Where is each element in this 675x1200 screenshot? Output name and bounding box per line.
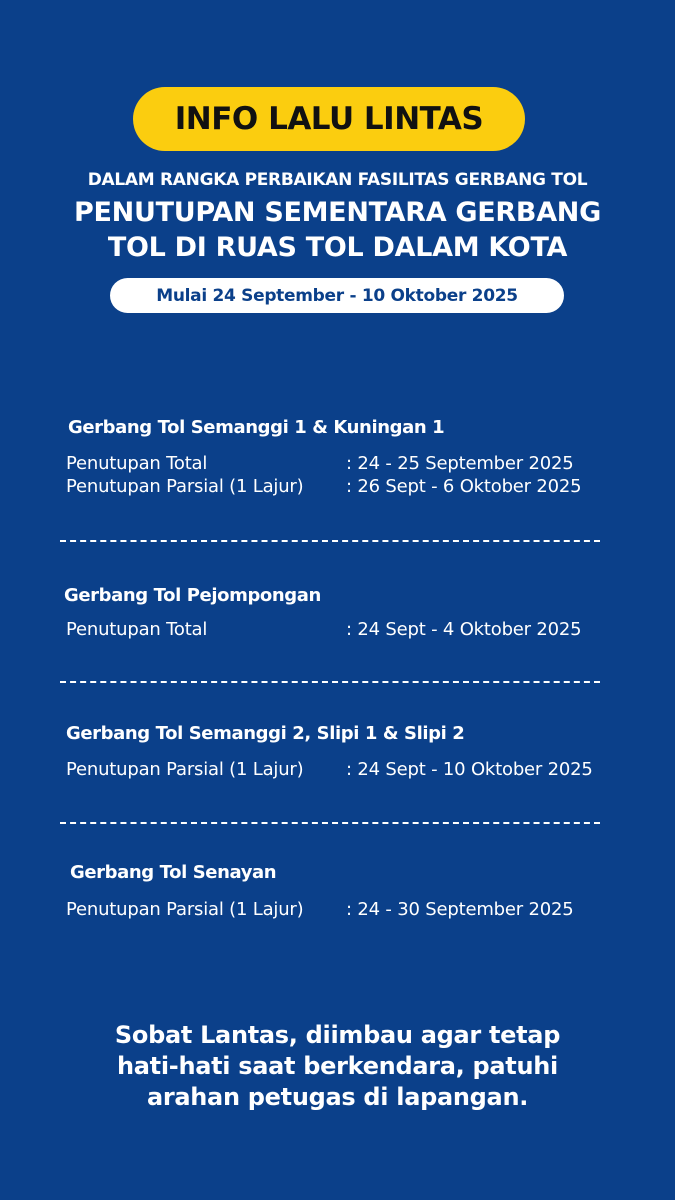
closure-date: : 24 Sept - 10 Oktober 2025	[346, 759, 593, 780]
divider	[60, 540, 600, 542]
closure-date: : 24 - 25 September 2025	[346, 453, 574, 474]
date-range-text: Mulai 24 September - 10 Oktober 2025	[156, 285, 518, 306]
footer-line-2: hati-hati saat berkendara, patuhi	[117, 1052, 558, 1080]
closure-type: Penutupan Parsial (1 Lajur)	[66, 759, 304, 780]
closure-type: Penutupan Parsial (1 Lajur)	[66, 476, 304, 497]
closure-type: Penutupan Parsial (1 Lajur)	[66, 899, 304, 920]
badge-title: INFO LALU LINTAS	[174, 101, 484, 137]
divider	[60, 822, 600, 824]
gate-name-semanggi-2: Gerbang Tol Semanggi 2, Slipi 1 & Slipi 2	[66, 723, 465, 744]
closure-date: : 24 Sept - 4 Oktober 2025	[346, 619, 582, 640]
footer-line-1: Sobat Lantas, diimbau agar tetap	[114, 1021, 561, 1049]
subheading: DALAM RANGKA PERBAIKAN FASILITAS GERBANG TOL	[87, 170, 588, 190]
closure-date: : 24 - 30 September 2025	[346, 899, 574, 920]
headline-line-2: TOL DI RUAS TOL DALAM KOTA	[107, 232, 568, 263]
footer-message	[0, 1020, 675, 1113]
date-range-pill	[110, 278, 564, 313]
gate-name-pejompongan: Gerbang Tol Pejompongan	[64, 585, 321, 606]
divider	[60, 681, 600, 683]
closure-type: Penutupan Total	[66, 453, 208, 474]
closure-type: Penutupan Total	[66, 619, 208, 640]
gate-name-senayan: Gerbang Tol Senayan	[70, 862, 277, 883]
headline-line-1: PENUTUPAN SEMENTARA GERBANG	[74, 197, 601, 228]
footer-line-3: arahan petugas di lapangan.	[146, 1083, 529, 1111]
info-badge	[133, 87, 525, 151]
closure-date: : 26 Sept - 6 Oktober 2025	[346, 476, 582, 497]
headline	[0, 195, 675, 265]
gate-name-semanggi-1: Gerbang Tol Semanggi 1 & Kuningan 1	[68, 417, 445, 438]
